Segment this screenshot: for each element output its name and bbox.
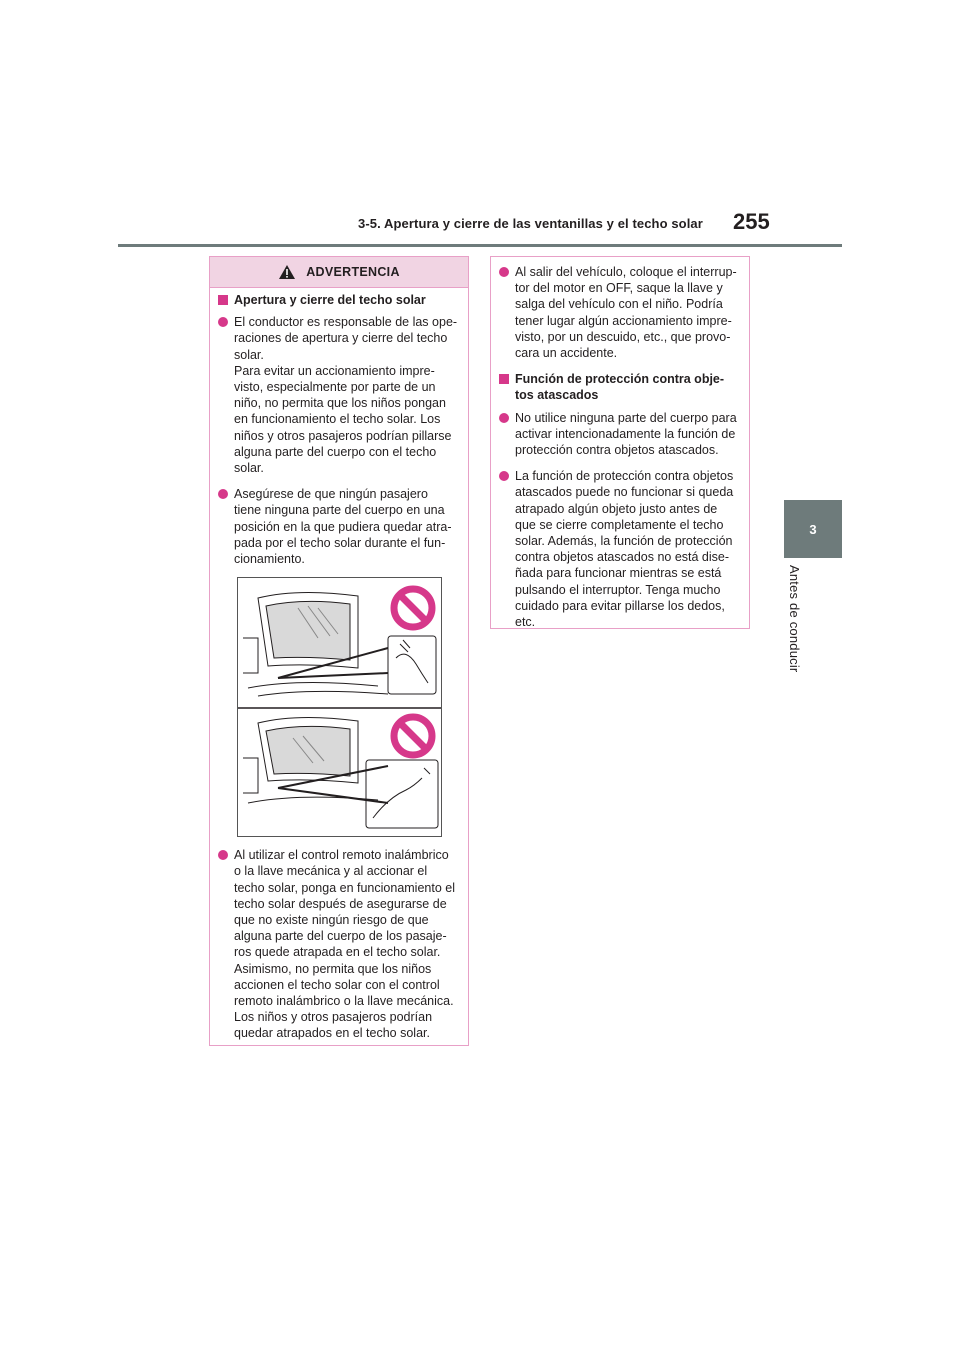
- bullet-dot-icon: [499, 471, 509, 481]
- warning-title: ADVERTENCIA: [306, 265, 400, 279]
- sunroof-illustration: [237, 577, 442, 837]
- square-bullet-icon: [499, 374, 509, 384]
- list-item: Al utilizar el control remoto inalámbrico o la llave mecánica y al accionar el techo solar, ponga en funcionamiento el techo solar después de asegurarse de que no existe ningún riesgo de que alguna parte del cuerpo de los pasaje- ros quede atrapada en el techo solar. Asimismo, no permita que los niños accionen el techo solar con el control remoto inalámbrico o la llave mecánica. Los niños y otros pasajeros podrían quedar atrapados en el techo solar.: [218, 847, 460, 1041]
- bullet-dot-icon: [218, 489, 228, 499]
- page-number: 255: [733, 209, 770, 234]
- list-item: La función de protección contra objetos atascados puede no funcionar si queda atrapado algún objeto justo antes de que se cierre completamente el techo solar. Además, la función de protección contra objetos atascados no está dise- ñada para funcionar mientras se está pulsando el interruptor. Tenga mucho cuidado para evitar pillarse los dedos, etc.: [499, 468, 741, 630]
- section-heading-sunroof: Apertura y cierre del techo solar: [218, 292, 460, 308]
- list-item: Asegúrese de que ningún pasajero tiene ninguna parte del cuerpo en una posición en la que pudiera quedar atra- pada por el techo solar durante el fun- cionamiento.: [218, 486, 460, 567]
- warning-box-left: [209, 256, 469, 1046]
- warning-box-right: [490, 256, 750, 629]
- warning-triangle-icon: [278, 264, 296, 280]
- bullet-dot-icon: [499, 267, 509, 277]
- square-bullet-icon: [218, 295, 228, 305]
- bullet-dot-icon: [499, 413, 509, 423]
- list-item: No utilice ninguna parte del cuerpo para activar intencionadamente la función de protección contra objetos atascados.: [499, 410, 741, 459]
- list-item: Al salir del vehículo, coloque el interrup- tor del motor en OFF, saque la llave y salga del vehículo con el niño. Podría tener lugar algún accionamiento impre- visto, por un descuido, etc., que provo- cara un accidente.: [499, 264, 741, 361]
- bullet-dot-icon: [218, 317, 228, 327]
- sunroof-warning-drawing: [238, 578, 441, 836]
- chapter-label: Antes de conducir: [787, 565, 802, 673]
- list-item: El conductor es responsable de las ope- raciones de apertura y cierre del techo solar. Para evitar un accionamiento impre- visto, especialmente por parte de un niño, no permita que los niños pongan en funcionamiento el techo solar. Los niños y otros pasajeros podrían pillarse alguna parte del cuerpo con el techo solar.: [218, 314, 460, 476]
- section-title: 3-5. Apertura y cierre de las ventanillas y el techo solar: [358, 216, 703, 231]
- section-heading-jam-protection: Función de protección contra obje- tos atascados: [499, 371, 741, 403]
- bullet-dot-icon: [218, 850, 228, 860]
- warning-header: [210, 257, 468, 288]
- chapter-number: 3: [809, 521, 817, 537]
- header-divider: [118, 244, 842, 247]
- chapter-tab: [784, 500, 842, 558]
- prohibition-icon: [394, 589, 432, 755]
